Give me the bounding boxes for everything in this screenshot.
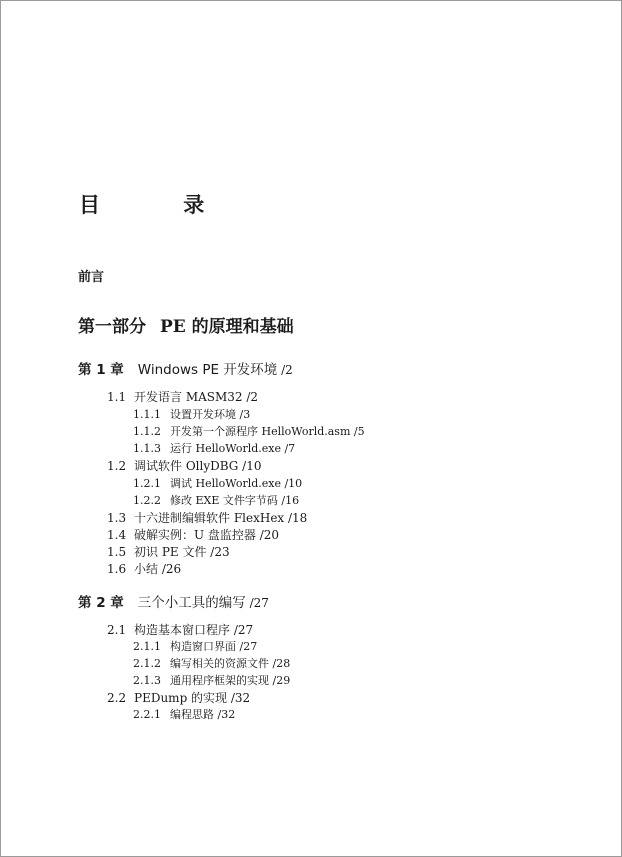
- section-number: 1.5: [107, 545, 127, 559]
- subsection-number: 2.1.3: [133, 674, 161, 687]
- subsection-title: 运行 HelloWorld.exe /7: [170, 442, 296, 455]
- toc-section: [107, 543, 230, 560]
- toc-subsection: [133, 706, 235, 722]
- subsection-title: 调试 HelloWorld.exe /10: [170, 477, 303, 490]
- section-title: 开发语言 MASM32 /2: [134, 390, 259, 404]
- section-title: 十六进制编辑软件 FlexHex /18: [134, 511, 308, 525]
- part-number: 第一部分: [78, 317, 146, 337]
- toc-subsection: [133, 423, 365, 439]
- chapter-heading: [78, 358, 293, 378]
- toc-subsection: [133, 406, 250, 422]
- section-title: 破解实例：U 盘监控器 /20: [134, 528, 280, 542]
- subsection-number: 1.1.1: [133, 408, 161, 421]
- section-title: PEDump 的实现 /32: [134, 691, 251, 705]
- section-title: 调试软件 OllyDBG /10: [134, 459, 262, 473]
- subsection-title: 通用程序框架的实现 /29: [170, 674, 291, 687]
- toc-section: [107, 526, 279, 543]
- subsection-title: 修改 EXE 文件字节码 /16: [170, 494, 300, 507]
- subsection-number: 1.1.2: [133, 425, 161, 438]
- toc-section: [107, 621, 253, 638]
- section-number: 1.2: [107, 459, 127, 473]
- subsection-number: 2.2.1: [133, 708, 161, 721]
- subsection-title: 构造窗口界面 /27: [170, 640, 258, 653]
- section-number: 1.1: [107, 390, 127, 404]
- toc-subsection: [133, 672, 290, 688]
- toc-section: [107, 689, 250, 706]
- toc-section: [107, 560, 181, 577]
- toc-subsection: [133, 475, 302, 491]
- subsection-title: 设置开发环境 /3: [170, 408, 251, 421]
- toc-subsection: [133, 492, 299, 508]
- section-title: 初识 PE 文件 /23: [134, 545, 230, 559]
- subsection-title: 编程思路 /32: [170, 708, 236, 721]
- toc-subsection: [133, 655, 290, 671]
- section-title: 构造基本窗口程序 /27: [134, 623, 254, 637]
- toc-entry-preface: 前言: [78, 270, 105, 285]
- subsection-number: 2.1.2: [133, 657, 161, 670]
- chapter-page: /27: [245, 596, 269, 610]
- section-title: 小结 /26: [134, 562, 182, 576]
- section-number: 1.6: [107, 562, 127, 576]
- chapter-number: 第 2 章: [78, 595, 124, 611]
- chapter-page: /2: [277, 363, 293, 377]
- section-number: 1.4: [107, 528, 127, 542]
- subsection-number: 1.2.1: [133, 477, 161, 490]
- chapter-heading: [78, 591, 269, 611]
- section-number: 2.1: [107, 623, 127, 637]
- part-title: PE 的原理和基础: [160, 317, 294, 337]
- toc-section: [107, 509, 307, 526]
- subsection-number: 2.1.1: [133, 640, 161, 653]
- chapter-number: 第 1 章: [78, 362, 124, 378]
- subsection-number: 1.2.2: [133, 494, 161, 507]
- subsection-title: 编写相关的资源文件 /28: [170, 657, 291, 670]
- part-heading: [78, 312, 294, 337]
- section-number: 1.3: [107, 511, 127, 525]
- toc-subsection: [133, 440, 295, 456]
- page-title: 目 录: [79, 193, 243, 217]
- section-number: 2.2: [107, 691, 127, 705]
- chapter-title: Windows PE 开发环境: [137, 362, 278, 378]
- subsection-title: 开发第一个源程序 HelloWorld.asm /5: [170, 425, 365, 438]
- toc-section: [107, 457, 261, 474]
- toc-section: [107, 388, 258, 405]
- chapter-title: 三个小工具的编写: [137, 595, 246, 611]
- toc-subsection: [133, 638, 257, 654]
- subsection-number: 1.1.3: [133, 442, 161, 455]
